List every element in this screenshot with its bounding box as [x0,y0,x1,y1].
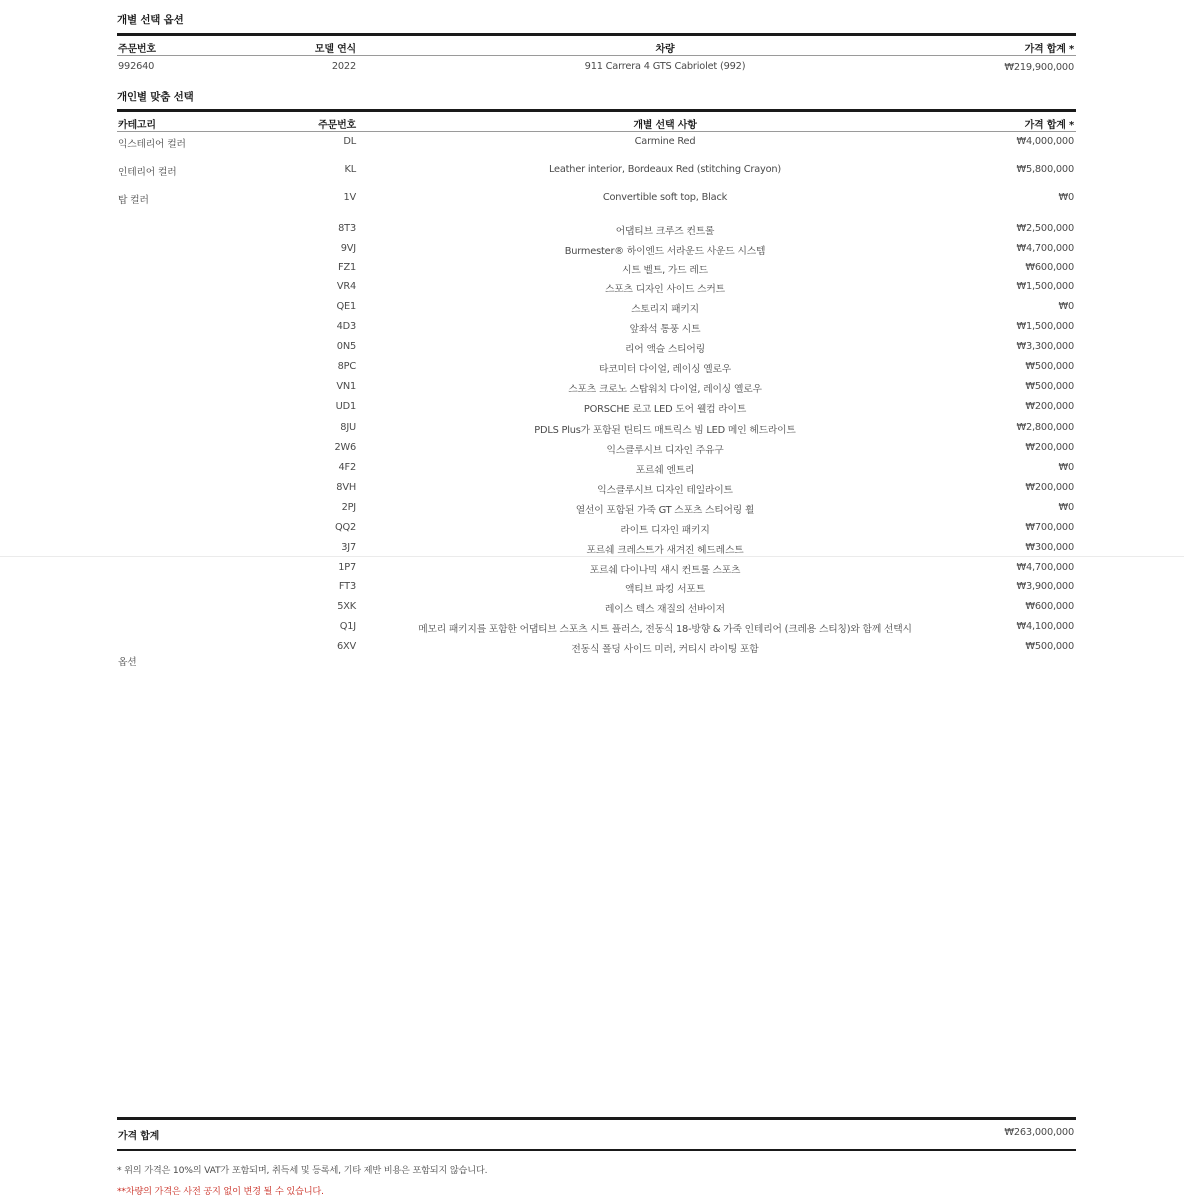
header-category: 카테고리 [118,120,156,131]
row-price: ₩700,000 [1025,522,1074,533]
table-row [0,164,1184,180]
row-price: ₩0 [1058,192,1074,203]
row-code: 2PJ [341,502,356,513]
header-order-no: 주문번호 [118,44,156,55]
header-vehicle: 차량 [655,44,675,55]
header-price: 가격 합계 * [1024,44,1074,55]
row-option: 라이트 디자인 패키지 [620,525,710,536]
row-code: 9VJ [340,243,356,254]
vehicle-header-divider [117,55,1076,56]
table-row [0,422,1184,438]
table-row [0,192,1184,208]
header-option: 개별 선택 사항 [633,120,697,131]
row-option: Burmester® 하이엔드 서라운드 사운드 시스템 [564,246,766,257]
total-rule-bottom [117,1149,1076,1151]
table-row [0,502,1184,518]
table-row [0,482,1184,498]
row-code: FZ1 [338,262,356,273]
table-row [0,401,1184,417]
row-code: 3J7 [341,542,356,553]
row-code: 8PC [337,361,356,372]
row-option: PDLS Plus가 포함된 틴티드 매트릭스 빔 LED 메인 헤드라이트 [534,425,796,436]
row-option: 액티브 파킹 서포트 [625,584,705,595]
row-option: 스포츠 크로노 스탑워치 다이얼, 레이싱 옐로우 [568,384,762,395]
row-code: 5XK [337,601,356,612]
row-option: 메모리 패키지를 포함한 어댑티브 스포츠 시트 플러스, 전동식 18-방향 & 가죽 인테리어 (크레용 스티칭)와 함께 선택시 [418,624,912,635]
table-row [0,462,1184,478]
row-price: ₩1,500,000 [1016,321,1074,332]
row-option: 열선이 포함된 가죽 GT 스포츠 스티어링 휠 [575,505,755,516]
row-price: ₩3,300,000 [1016,341,1074,352]
row-option: 스포츠 디자인 사이드 스커트 [605,284,725,295]
custom-header-divider [117,131,1076,132]
header-model-year: 모델 연식 [314,44,356,55]
row-code: 8T3 [338,223,356,234]
row-option: 익스클루시브 디자인 주유구 [606,445,724,456]
vehicle-section-title: 개별 선택 옵션 [117,14,184,26]
row-price: ₩0 [1058,301,1074,312]
row-option: 포르쉐 크레스트가 새겨진 헤드레스트 [586,545,744,556]
row-option: Carmine Red [634,136,696,147]
row-price: ₩2,800,000 [1016,422,1074,433]
row-option: 전동식 폴딩 사이드 미러, 커티시 라이팅 포함 [571,644,759,655]
row-option: 포르쉐 다이나믹 섀시 컨트롤 스포츠 [589,565,741,576]
row-price: ₩600,000 [1025,262,1074,273]
row-code: 8JU [340,422,356,433]
row-price: ₩4,700,000 [1016,562,1074,573]
row-option: 리어 액슬 스티어링 [625,344,705,355]
total-label: 가격 합계 [118,1131,160,1142]
row-option: 시트 벨트, 가드 레드 [622,265,708,276]
row-code: 2W6 [334,442,356,453]
row-price: ₩2,500,000 [1016,223,1074,234]
table-row [0,136,1184,152]
row-code: 4D3 [336,321,356,332]
row-price: ₩600,000 [1025,601,1074,612]
row-code: 0N5 [336,341,356,352]
row-option: 포르쉐 엔트리 [635,465,695,476]
row-option: Convertible soft top, Black [602,192,728,203]
row-code: UD1 [335,401,356,412]
custom-section-title: 개인별 맞춤 선택 [117,91,194,103]
row-price: ₩500,000 [1025,361,1074,372]
row-code: VN1 [336,381,356,392]
row-option: 타코미터 다이얼, 레이싱 옐로우 [598,364,732,375]
row-category: 인테리어 컬러 [118,167,177,178]
vehicle-order-no: 992640 [118,61,155,72]
table-row [0,361,1184,377]
vehicle-price: ₩219,900,000 [1004,62,1074,73]
table-row [0,262,1184,278]
row-price: ₩4,700,000 [1016,243,1074,254]
row-option: 익스클루시브 디자인 테일라이트 [597,485,733,496]
row-price: ₩1,500,000 [1016,281,1074,292]
table-row [0,581,1184,597]
row-code: KL [344,164,356,175]
row-code: FT3 [338,581,356,592]
row-price: ₩500,000 [1025,641,1074,652]
row-price: ₩200,000 [1025,401,1074,412]
paper-fold-line [0,556,1184,557]
row-code: 1P7 [338,562,356,573]
table-row [0,442,1184,458]
table-row [0,321,1184,337]
total-value: ₩263,000,000 [1004,1127,1074,1138]
row-code: 6XV [336,641,356,652]
row-option: 앞좌석 통풍 시트 [629,324,701,335]
row-price: ₩200,000 [1025,482,1074,493]
row-price: ₩5,800,000 [1016,164,1074,175]
vat-note: * 위의 가격은 10%의 VAT가 포함되며, 취득세 및 등록세, 기타 제반 비용은 포함되지 않습니다. [117,1165,488,1176]
row-price: ₩0 [1058,502,1074,513]
table-row [0,223,1184,239]
row-option: 스토리지 패키지 [631,304,699,315]
table-row [0,641,1184,657]
total-rule-top [117,1117,1076,1120]
row-option: PORSCHE 로고 LED 도어 웰컴 라이트 [583,404,747,415]
table-row [0,621,1184,637]
header-option-code: 주문번호 [318,120,356,131]
custom-section-rule [117,109,1076,112]
table-row [0,341,1184,357]
row-code: VR4 [336,281,356,292]
row-category: 탑 컬러 [118,195,149,206]
table-row [0,522,1184,538]
row-price: ₩300,000 [1025,542,1074,553]
row-code: QE1 [336,301,356,312]
row-code: QQ2 [334,522,356,533]
table-row [0,281,1184,297]
header-option-price: 가격 합계 * [1024,120,1074,131]
options-label: 옵션 [118,657,137,668]
row-price: ₩3,900,000 [1016,581,1074,592]
table-row [0,381,1184,397]
vehicle-model-year: 2022 [331,61,356,72]
table-row [0,562,1184,578]
row-code: DL [343,136,356,147]
vehicle-name: 911 Carrera 4 GTS Cabriolet (992) [584,61,746,72]
row-option: Leather interior, Bordeaux Red (stitching Crayon) [548,164,782,175]
table-row [0,243,1184,259]
row-category: 익스테리어 컬러 [118,139,186,150]
row-option: 어댑티브 크루즈 컨트롤 [615,226,715,237]
price-change-note: **차량의 가격은 사전 공지 없이 변경 될 수 있습니다. [117,1186,324,1197]
row-code: 4F2 [338,462,356,473]
row-code: 1V [343,192,356,203]
row-option: 레이스 텍스 재질의 선바이저 [605,604,725,615]
row-price: ₩200,000 [1025,442,1074,453]
vehicle-section-rule [117,33,1076,36]
table-row [0,601,1184,617]
row-price: ₩500,000 [1025,381,1074,392]
table-row [0,301,1184,317]
row-price: ₩0 [1058,462,1074,473]
row-price: ₩4,100,000 [1016,621,1074,632]
row-price: ₩4,000,000 [1016,136,1074,147]
row-code: 8VH [336,482,356,493]
row-code: Q1J [339,621,356,632]
